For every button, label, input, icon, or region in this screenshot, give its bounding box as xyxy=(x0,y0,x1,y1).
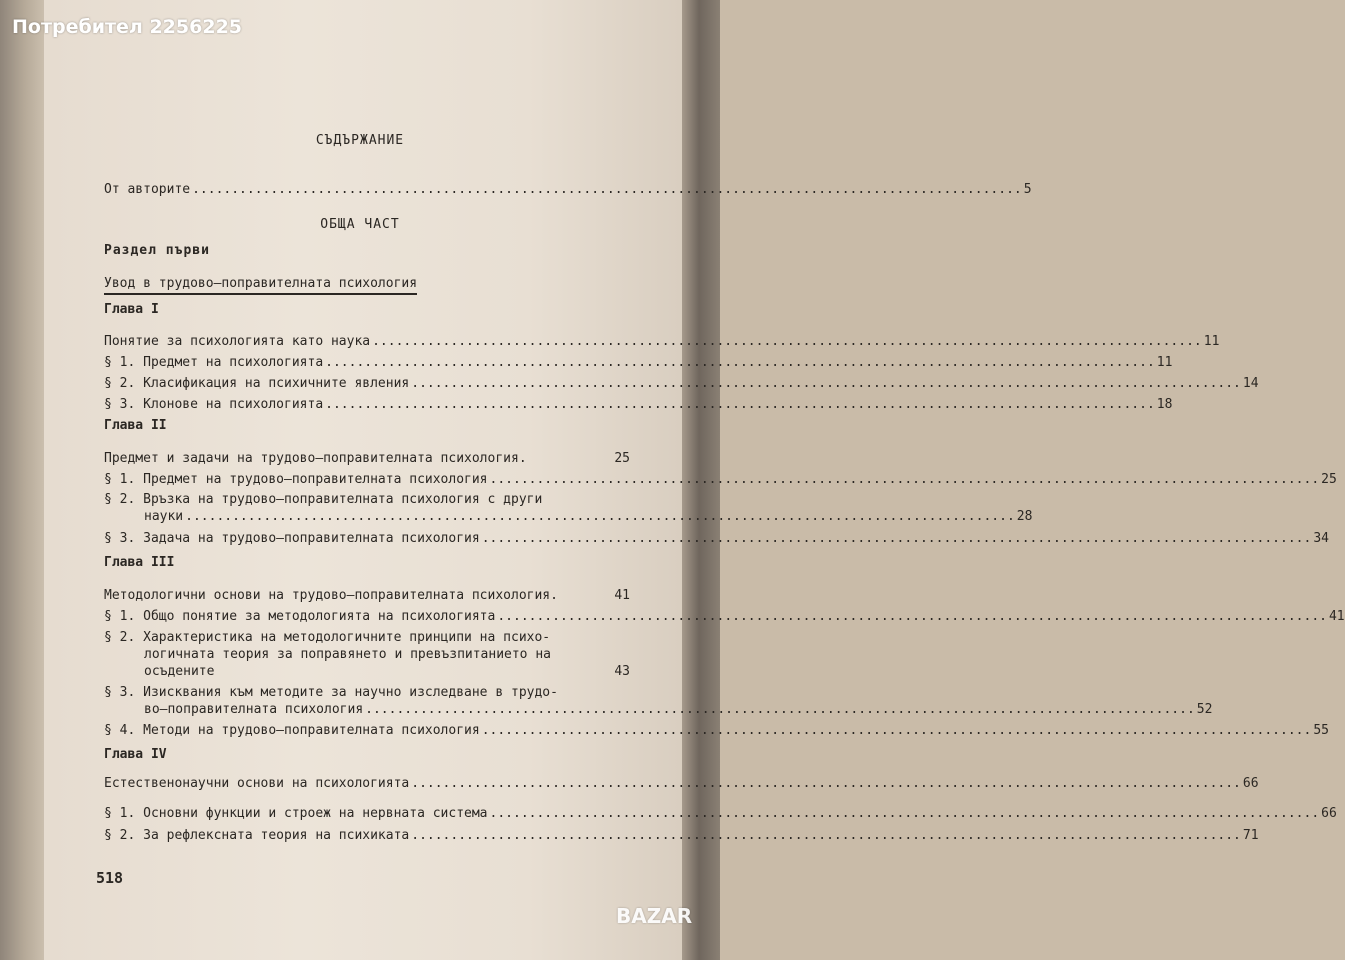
toc-entry-page: 11 xyxy=(1203,334,1220,349)
toc-item-label: § 1. Предмет на психологията xyxy=(104,355,324,370)
toc-title: СЪДЪРЖАНИЕ xyxy=(315,133,405,148)
chapter-title-row xyxy=(104,588,630,604)
general-part-heading: ОБЩА ЧАСТ xyxy=(320,217,400,232)
toc-item-label: § 1. Основни функции и строеж на нервната система xyxy=(104,806,488,821)
toc-leader-dots: .......................................................................................................... xyxy=(481,531,1312,546)
toc-item-label: § 2. Класификация на психичните явления xyxy=(104,376,410,391)
toc-item-label-cont: науки xyxy=(144,509,184,524)
toc-item-label: § 3. Задача на трудово–поправителната психология xyxy=(104,531,480,546)
section-title: Раздел първи xyxy=(104,243,210,258)
toc-item-label: § 2. За рефлексната теория на психиката xyxy=(104,828,410,843)
chapter-title: Понятие за психологията като наука xyxy=(104,334,371,349)
toc-leader-dots: .......................................................................................................... xyxy=(411,776,1241,791)
toc-item-label: § 2. Връзка на трудово–поправителната психология с други xyxy=(104,492,543,507)
toc-item xyxy=(104,509,1033,525)
toc-entry-label: От авторите xyxy=(104,182,191,197)
chapter-label: Глава II xyxy=(104,418,167,433)
chapter-title-row xyxy=(104,776,1259,792)
toc-leader-dots: .......................................................................................................... xyxy=(489,472,1320,487)
toc-entry-page: 41 xyxy=(1328,609,1345,624)
toc-item-label: § 1. Предмет на трудово–поправителната психология xyxy=(104,472,488,487)
toc-item-label: § 3. Клонове на психологията xyxy=(104,397,324,412)
toc-item-label-cont: во–поправителната психология xyxy=(144,702,364,717)
chapter-title: Естественонаучни основи на психологията xyxy=(104,776,410,791)
toc-entry-page: 66 xyxy=(1242,776,1259,791)
left-page-edge xyxy=(0,0,44,960)
chapter-title-row xyxy=(104,334,1220,350)
toc-item xyxy=(104,828,1259,844)
toc-entry-page: 52 xyxy=(1196,702,1213,717)
toc-item xyxy=(104,531,1329,547)
toc-item xyxy=(104,609,1345,625)
toc-entry-page: 34 xyxy=(1313,531,1329,546)
toc-leader-dots: .......................................................................................................... xyxy=(325,355,1155,370)
toc-entry-page: 71 xyxy=(1242,828,1259,843)
user-watermark: Потребител 2256225 xyxy=(12,16,243,38)
toc-item-label: § 4. Методи на трудово–поправителната психология xyxy=(104,723,480,738)
toc-entry-page: 11 xyxy=(1156,355,1173,370)
chapter-title: Методологични основи на трудово–поправителната психология. xyxy=(104,588,558,603)
chapter-label: Глава IV xyxy=(104,747,167,762)
toc-leader-dots: .......................................................................................................... xyxy=(365,702,1195,717)
toc-leader-dots: .......................................................................................................... xyxy=(481,723,1312,738)
toc-entry-page: 5 xyxy=(1023,182,1032,197)
toc-leader-dots: .......................................................................................................... xyxy=(325,397,1155,412)
toc-item xyxy=(104,806,1337,822)
toc-leader-dots: .......................................................................................................... xyxy=(497,609,1327,624)
toc-entry-page: 66 xyxy=(1321,806,1337,821)
chapter-title: Предмет и задачи на трудово–поправителната психология. xyxy=(104,451,527,466)
toc-entry-from-authors xyxy=(104,182,1032,198)
page-number: 518 xyxy=(96,869,124,887)
toc-item-label: § 1. Общо понятие за методологията на психологията xyxy=(104,609,496,624)
toc-leader-dots: .......................................................................................................... xyxy=(372,334,1202,349)
toc-leader-dots: .......................................................................................................... xyxy=(411,828,1241,843)
toc-item xyxy=(104,723,1329,739)
toc-item xyxy=(104,472,1337,488)
section-subtitle: Увод в трудово–поправителната психология xyxy=(104,276,417,295)
toc-entry-page: 18 xyxy=(1156,397,1173,412)
toc-item-label: § 2. Характеристика на методологичните принципи на психо- xyxy=(104,630,551,645)
toc-item xyxy=(104,355,1173,371)
bazar-logo: BAZAR xyxy=(616,904,693,928)
toc-leader-dots: .......................................................................................................... xyxy=(411,376,1241,391)
toc-entry-page: 25 xyxy=(1321,472,1337,487)
toc-entry-page: 41 xyxy=(614,588,630,603)
toc-item xyxy=(104,664,630,680)
toc-entry-page: 43 xyxy=(614,664,630,679)
toc-item xyxy=(104,376,1259,392)
toc-entry-page: 14 xyxy=(1242,376,1259,391)
toc-leader-dots: .......................................................................................................... xyxy=(185,509,1015,524)
chapter-label: Глава I xyxy=(104,302,159,317)
toc-item xyxy=(104,397,1173,413)
toc-entry-page: 55 xyxy=(1313,723,1329,738)
toc-item-label-cont: логичната теория за поправянето и превъзпитанието на xyxy=(144,647,551,662)
toc-leader-dots: .......................................................................................................... xyxy=(192,182,1022,197)
toc-item-label-cont: осъдените xyxy=(144,664,215,679)
toc-entry-page: 25 xyxy=(614,451,630,466)
toc-item xyxy=(104,702,1213,718)
chapter-title-row xyxy=(104,451,630,467)
toc-entry-page: 28 xyxy=(1016,509,1033,524)
toc-leader-dots: .......................................................................................................... xyxy=(489,806,1320,821)
chapter-label: Глава III xyxy=(104,555,175,570)
toc-item-label: § 3. Изисквания към методите за научно изследване в трудо- xyxy=(104,685,558,700)
